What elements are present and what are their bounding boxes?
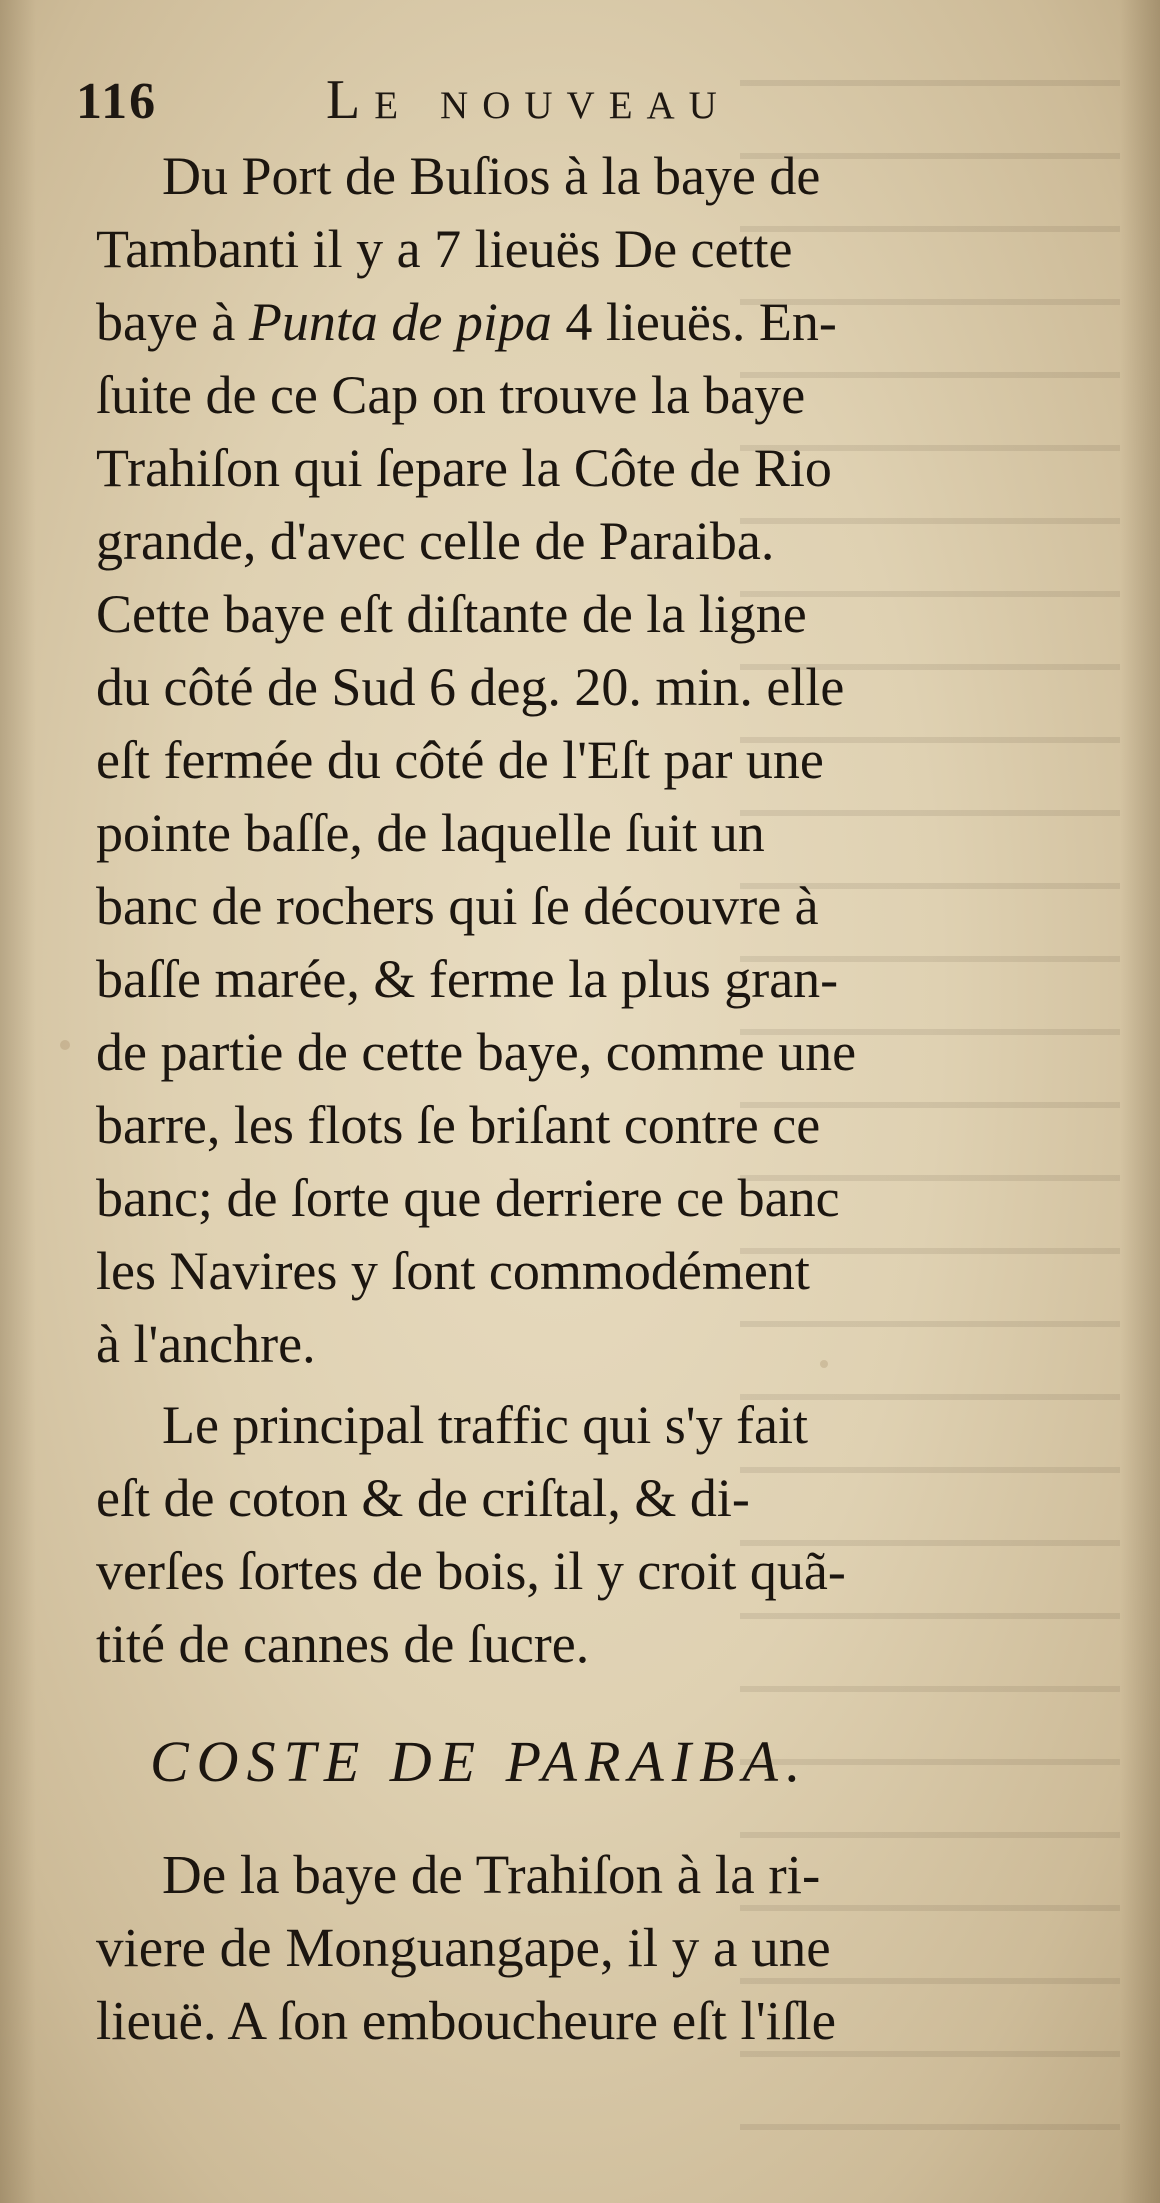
page-edge-shadow-left — [0, 0, 36, 2203]
ink-spot — [60, 1040, 70, 1050]
place-name-italic: Punta de pipa — [248, 292, 552, 352]
text-line: eſt fermée du côté de l'Eſt par une — [96, 730, 824, 790]
text-line: Cette baye eſt diſtante de la ligne — [96, 584, 807, 644]
text-segment: baye à — [96, 292, 249, 352]
text-line: du côté de Sud 6 deg. 20. min. elle — [96, 657, 845, 717]
text-line: banc; de ſorte que derriere ce banc — [96, 1168, 840, 1228]
text-line: grande, d'avec celle de Paraiba. — [96, 511, 775, 571]
text-line: baſſe marée, & ferme la plus gran- — [96, 949, 839, 1009]
text-line: Le principal traffic qui s'y fait — [162, 1395, 808, 1455]
page-header — [76, 62, 1096, 142]
text-segment: 4 lieuës. En- — [551, 292, 837, 352]
text-line: eſt de coton & de criſtal, & di- — [96, 1468, 750, 1528]
page-edge-shadow-right — [1120, 0, 1160, 2203]
section-heading: COSTE DE PARAIBA. — [150, 1729, 809, 1794]
text-line: de partie de cette baye, comme une — [96, 1022, 857, 1082]
text-line: Trahiſon qui ſepare la Côte de Rio — [96, 438, 832, 498]
text-line: De la baye de Trahiſon à la ri- — [162, 1844, 821, 1905]
text-line: lieuë. A ſon emboucheure eſt l'iſle — [96, 1990, 836, 2051]
paragraph-1 — [96, 140, 1106, 1381]
body-text — [96, 140, 1106, 1681]
text-line: pointe baſſe, de laquelle ſuit un — [96, 803, 765, 863]
page-number: 116 — [76, 73, 158, 130]
text-line: viere de Monguangape, il y a une — [96, 1917, 831, 1978]
paragraph-3 — [96, 1838, 1106, 2057]
text-line: barre, les flots ſe briſant contre ce — [96, 1095, 821, 1155]
text-line: verſes ſortes de bois, il y croit quã- — [96, 1541, 846, 1601]
text-line: à l'anchre. — [96, 1314, 316, 1374]
text-line: Du Port de Buſios à la baye de — [162, 146, 821, 206]
running-head: Le nouveau — [326, 69, 731, 131]
text-line: Tambanti il y a 7 lieuës De cette — [96, 219, 793, 279]
text-line: ſuite de ce Cap on trouve la baye — [96, 365, 806, 425]
text-line — [96, 286, 1106, 359]
text-line: les Navires y ſont commodément — [96, 1241, 810, 1301]
text-line: tité de cannes de ſucre. — [96, 1614, 590, 1674]
text-line: banc de rochers qui ſe découvre à — [96, 876, 819, 936]
paragraph-2 — [96, 1389, 1106, 1681]
